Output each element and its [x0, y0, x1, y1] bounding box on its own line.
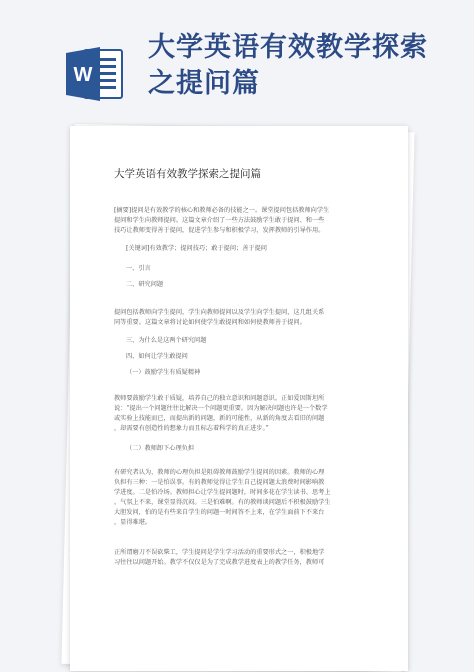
text-line: 或实验上技能而已，而提出新的问题，新的可能性，从新的角度去看旧的问题	[114, 415, 325, 422]
text-line: ，却需要有创造性的想象力而且标志着科学的真正进步。”	[114, 425, 269, 432]
text-line: ，气氛上不来，课堂显得沉闷。三是怕难啊。有的教师谈问题后不积极鼓励学生	[114, 499, 331, 506]
problem-paragraph	[114, 308, 366, 328]
abstract-paragraph	[114, 206, 366, 236]
text-line: 学进度。二是怕冷场。教师担心让学生提问题时，时间多花在学生读书、思考上	[114, 489, 331, 496]
text-line: 教师要鼓励学生敢于质疑，培养自己的独立意识和问题意识。正如爱因斯坦所	[114, 395, 325, 402]
text-line: 技巧让教师变得善于提问，促进学生参与和积极学习，发挥教师的引导作用。	[114, 227, 325, 234]
word-document-icon	[64, 44, 126, 104]
page-title-line-1: 大学英语有效教学探索	[148, 32, 428, 63]
text-line: 大胆发问，怕的是有些来自学生的问题一时间答不上来，在学生面前下不来台	[114, 509, 325, 516]
page-title	[148, 30, 468, 102]
text-line: 正所谓磨刀不误砍柴工，学生提问是学生学习活动的重要形式之一，积极地学	[114, 549, 325, 556]
text-line: 提问包括教师向学生提问，学生向教师提问以及学生向学生提问，这几组关系	[114, 309, 325, 316]
subsection-heading: （二）教师卸下心理负担	[126, 445, 195, 452]
section-heading: 四、如何让学生敢提问	[126, 353, 188, 360]
keywords-line: [关键词]有效教学；提问技巧；敢于提问；善于提问	[126, 245, 267, 252]
text-line: 提问和学生向教师提问。这篇文章介绍了一些方法鼓励学生敢于提问、和一些	[114, 217, 325, 224]
text-line: 说：“提出一个问题往往比解决一个问题更重要。因为解决问题也许是一个数学	[114, 405, 328, 412]
section-heading: 一、引言	[126, 265, 151, 272]
text-line: 习往往以问题开始。教学不仅仅是为了完成教学进度表上的教学任务，教师可	[114, 559, 325, 566]
section-heading: 二、研究问题	[126, 281, 164, 288]
sub2-paragraph	[114, 468, 366, 528]
sub1-paragraph	[114, 394, 366, 434]
text-line: 同等重要。这篇文章将讨论如何使学生敢提问和如何使教师善于提问。	[114, 319, 306, 326]
document-page	[70, 126, 408, 671]
text-line: [摘要]提问是有效教学的核心和教师必备的技能之一。课堂提问包括教师向学生	[114, 207, 330, 214]
section-heading: 三、为什么是这两个研究问题	[126, 337, 207, 344]
subsection-heading: （一）鼓励学生有质疑精神	[126, 369, 201, 376]
text-line: 有研究者认为，教师的心理负担是阻碍教师鼓励学生提问的因素。教师的心理	[114, 469, 325, 476]
document-title: 大学英语有效教学探索之提问篇	[114, 168, 261, 180]
text-line: ，显得难堪。	[114, 519, 152, 526]
svg-text:W: W	[73, 64, 93, 86]
closing-paragraph	[114, 548, 366, 568]
text-line: 负担有三种：一是怕误事。有的教师觉得让学生自己提问题太浪费时间影响教	[114, 479, 325, 486]
page-title-line-2: 之提问篇	[148, 68, 260, 99]
